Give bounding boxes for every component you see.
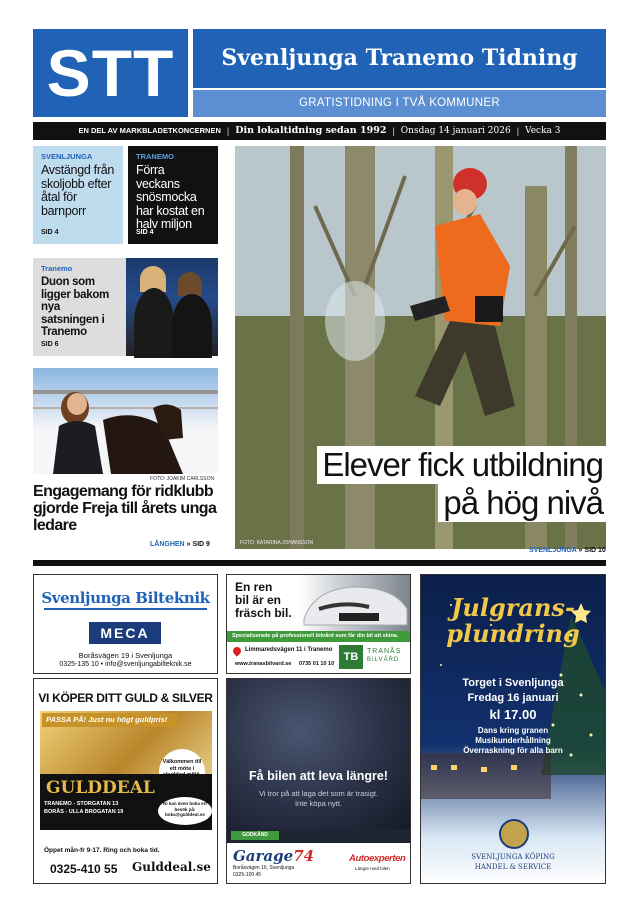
main-headline-line2: på hög nivå (438, 484, 608, 522)
tranas-slogan (235, 581, 292, 620)
feature-headline[interactable]: Engagemang för ridklubb gjorde Freja till årets unga ledare (33, 483, 217, 534)
teaser-label: SVENLJUNGA (41, 152, 93, 161)
tranas-site: www.tranasbilvard.se (235, 661, 292, 667)
car-image (299, 579, 409, 627)
bilteknik-contact: 0325-135 10 • info@svenljungabilteknik.se (59, 661, 192, 668)
main-page-ref (529, 547, 606, 554)
garage-headline: Få bilen att leva längre! (249, 769, 388, 783)
autoexperten-sub: Längre med bilen (355, 866, 390, 871)
ad-garage74[interactable] (226, 678, 411, 884)
location-pin-icon (231, 645, 242, 656)
photo-credit: FOTO: JOAKIM CARLSSON (150, 476, 215, 482)
teaser-label: TRANEMO (136, 152, 174, 161)
page-arrow: » (186, 541, 191, 548)
main-place: SVENLJUNGA (529, 547, 577, 554)
feature-place: LÅNGHEN (150, 541, 185, 548)
autoexperten-logo: Autoexperten (349, 853, 406, 864)
dateline-separator: | (516, 126, 520, 136)
garage-brand-name: Garage (233, 847, 294, 865)
page-arrow: » (578, 547, 583, 554)
gulddeal-addr2: BORÅS - ULLA BROGATAN 19 (44, 809, 124, 815)
gulddeal-headline: VI KÖPER DITT GULD & SILVER (38, 691, 213, 705)
feature-page-ref (150, 541, 210, 548)
ad-bilteknik[interactable] (33, 574, 218, 674)
tranas-brand: TRANÅS (367, 648, 402, 655)
gulddeal-welcome: Välkommen till ett möte i (159, 749, 205, 795)
julgran-line5: Musikunderhållning (475, 736, 551, 745)
dateline-separator: | (392, 126, 395, 136)
ad-tranas-bilvard[interactable] (226, 574, 411, 674)
main-page: SID 10 (584, 547, 606, 554)
dateline-separator: | (226, 126, 230, 136)
julgran-org1: SVENLJUNGA KÖPING (471, 853, 555, 861)
main-headline[interactable] (276, 446, 608, 522)
teaser-headline: Avstängd från skoljobb efter åtal för barnporr (41, 163, 115, 218)
garage-address: Boråsvägen 16, Svenljunga (233, 865, 295, 871)
tranas-brand-sub: BILVÅRD (367, 657, 400, 663)
garage-sub2: Inte köpa nytt. (294, 799, 343, 808)
garage-sub1: Vi tror på att laga det som är trasigt. (258, 789, 379, 798)
gulddeal-hours: Öppet mån-fr 9-17. Ring och boka tid. (44, 847, 160, 854)
divider (33, 560, 606, 566)
tranas-banner: Specialiserade på professionell bilvård som får din bil att skina. (227, 631, 410, 642)
teaser-headline: Förra veckans snösmocka har kostat en halv miljon (136, 163, 205, 231)
teaser-label: Tranemo (41, 264, 73, 273)
ad-julgransplundring[interactable] (420, 574, 606, 884)
dateline-week: Vecka 3 (525, 126, 561, 136)
tranas-address: Limmaredsvägen 11 i Tranemo (245, 647, 333, 653)
dateline-date: Onsdag 14 januari 2026 (400, 126, 511, 136)
feature-page: SID 9 (192, 541, 210, 548)
julgran-title (421, 595, 605, 647)
julgran-line4: Dans kring granen (477, 726, 549, 735)
tranas-line2: bil är en (235, 593, 282, 607)
teaser-page: SID 6 (41, 341, 59, 348)
svenljunga-crest-icon (499, 819, 529, 849)
tb-logo-icon: TB (339, 645, 363, 669)
main-headline-line1: Elever fick utbildning (317, 446, 608, 484)
paper-name: Svenljunga Tranemo Tidning (193, 29, 606, 88)
julgran-line6: Överraskning för alla barn (463, 746, 563, 755)
gulddeal-phone: 0325-410 55 (50, 862, 118, 876)
dateline-slogan: Din lokaltidning sedan 1992 (235, 125, 387, 136)
garage-brand-number: 74 (293, 847, 315, 865)
gulddeal-book: Ni kan även boka ert besök på: boka@gulddeal.se (158, 797, 212, 825)
julgran-title2: plundring (446, 619, 580, 648)
meca-logo: MECA (89, 622, 161, 644)
gulddeal-site: Gulddeal.se (132, 860, 211, 874)
bilteknik-name: Svenljunga Bilteknik (41, 589, 210, 607)
julgran-line2: Fredag 16 januari (467, 692, 559, 704)
tranas-line1: En ren (235, 580, 273, 594)
bilteknik-address: Boråsvägen 19 i Svenljunga (78, 651, 173, 660)
tranas-line3: fräsch bil. (235, 606, 292, 620)
gulddeal-banner: PASSA PÅ! Just nu högt guldpris! (42, 713, 177, 727)
garage-badge: GODKÄND (231, 831, 279, 840)
freja-photo (33, 368, 218, 474)
gulddeal-brand: GULDDEAL (46, 778, 155, 798)
garage-brand (233, 847, 314, 865)
logo: STT (33, 29, 188, 117)
teaser-svenljunga[interactable] (33, 146, 123, 244)
teaser-duo[interactable] (33, 258, 218, 356)
julgran-org2: HANDEL & SERVICE (474, 863, 552, 871)
teaser-page: SID 4 (136, 229, 154, 236)
garage-phone: 0325-100 45 (233, 872, 262, 878)
teaser-page: SID 4 (41, 229, 59, 236)
photo-credit: FOTO: KATARINA JOHANSSON (240, 540, 314, 546)
julgran-title1: Julgrans- (451, 593, 575, 622)
tranas-phone: 0735 01 10 10 (299, 661, 335, 667)
paper-subtitle: GRATISTIDNING I TVÅ KOMMUNER (193, 90, 606, 117)
julgran-line1: Torget i Svenljunga (462, 677, 564, 689)
teaser-tranemo[interactable] (128, 146, 218, 244)
ad-gulddeal[interactable] (33, 678, 218, 884)
teaser-headline: Duon som ligger bakom nya satsningen i Tranemo (41, 276, 109, 338)
duo-photo (126, 258, 218, 356)
gulddeal-addr1: TRANEMO - STORGATAN 13 (44, 801, 119, 807)
dateline (33, 122, 606, 140)
julgran-line3: kl 17.00 (489, 707, 537, 722)
dateline-group: EN DEL AV MARKBLADETKONCERNEN (78, 126, 221, 135)
